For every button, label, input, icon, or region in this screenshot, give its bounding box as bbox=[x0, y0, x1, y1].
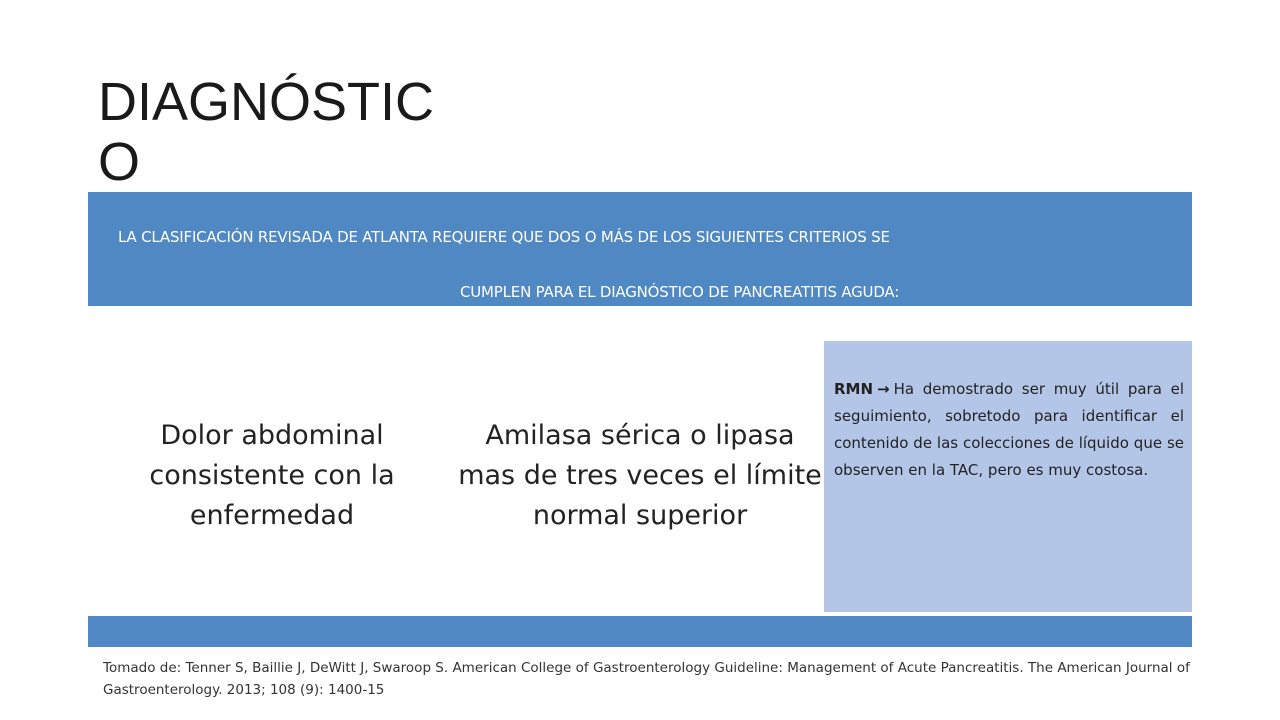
header-text-line-1: LA CLASIFICACIÓN REVISADA DE ATLANTA REQUIERE QUE DOS O MÁS DE LOS SIGUIENTES CRITERIOS SE bbox=[118, 228, 890, 246]
footer-band bbox=[88, 616, 1192, 647]
note-label: RMN bbox=[834, 380, 874, 398]
rmn-note-box bbox=[824, 341, 1192, 612]
header-text-line-2: CUMPLEN PARA EL DIAGNÓSTICO DE PANCREATITIS AGUDA: bbox=[460, 283, 900, 301]
criterion-abdominal-pain bbox=[88, 341, 456, 611]
criterion-amylase-lipase bbox=[456, 341, 824, 611]
criteria-header-band bbox=[88, 192, 1192, 306]
arrow-right-icon: → bbox=[877, 380, 890, 398]
slide-title: DIAGNÓSTICO bbox=[98, 72, 435, 192]
criterion-text: Amilasa sérica o lipasa mas de tres veces el límite normal superior bbox=[458, 420, 822, 531]
source-citation: Tomado de: Tenner S, Baillie J, DeWitt J, Swaroop S. American College of Gastroenterology Guideline: Management of Acute Pancreatitis. The American Journal of Gastroenterology. 2013; 108 (9): 1400-15 bbox=[103, 660, 1190, 698]
note-text: Ha demostrado ser muy útil para el seguimiento, sobretodo para identificar el contenido de las colecciones de líquido que se observen en la TAC, pero es muy costosa. bbox=[834, 380, 1184, 479]
criterion-text: Dolor abdominal consistente con la enfermedad bbox=[149, 420, 395, 531]
